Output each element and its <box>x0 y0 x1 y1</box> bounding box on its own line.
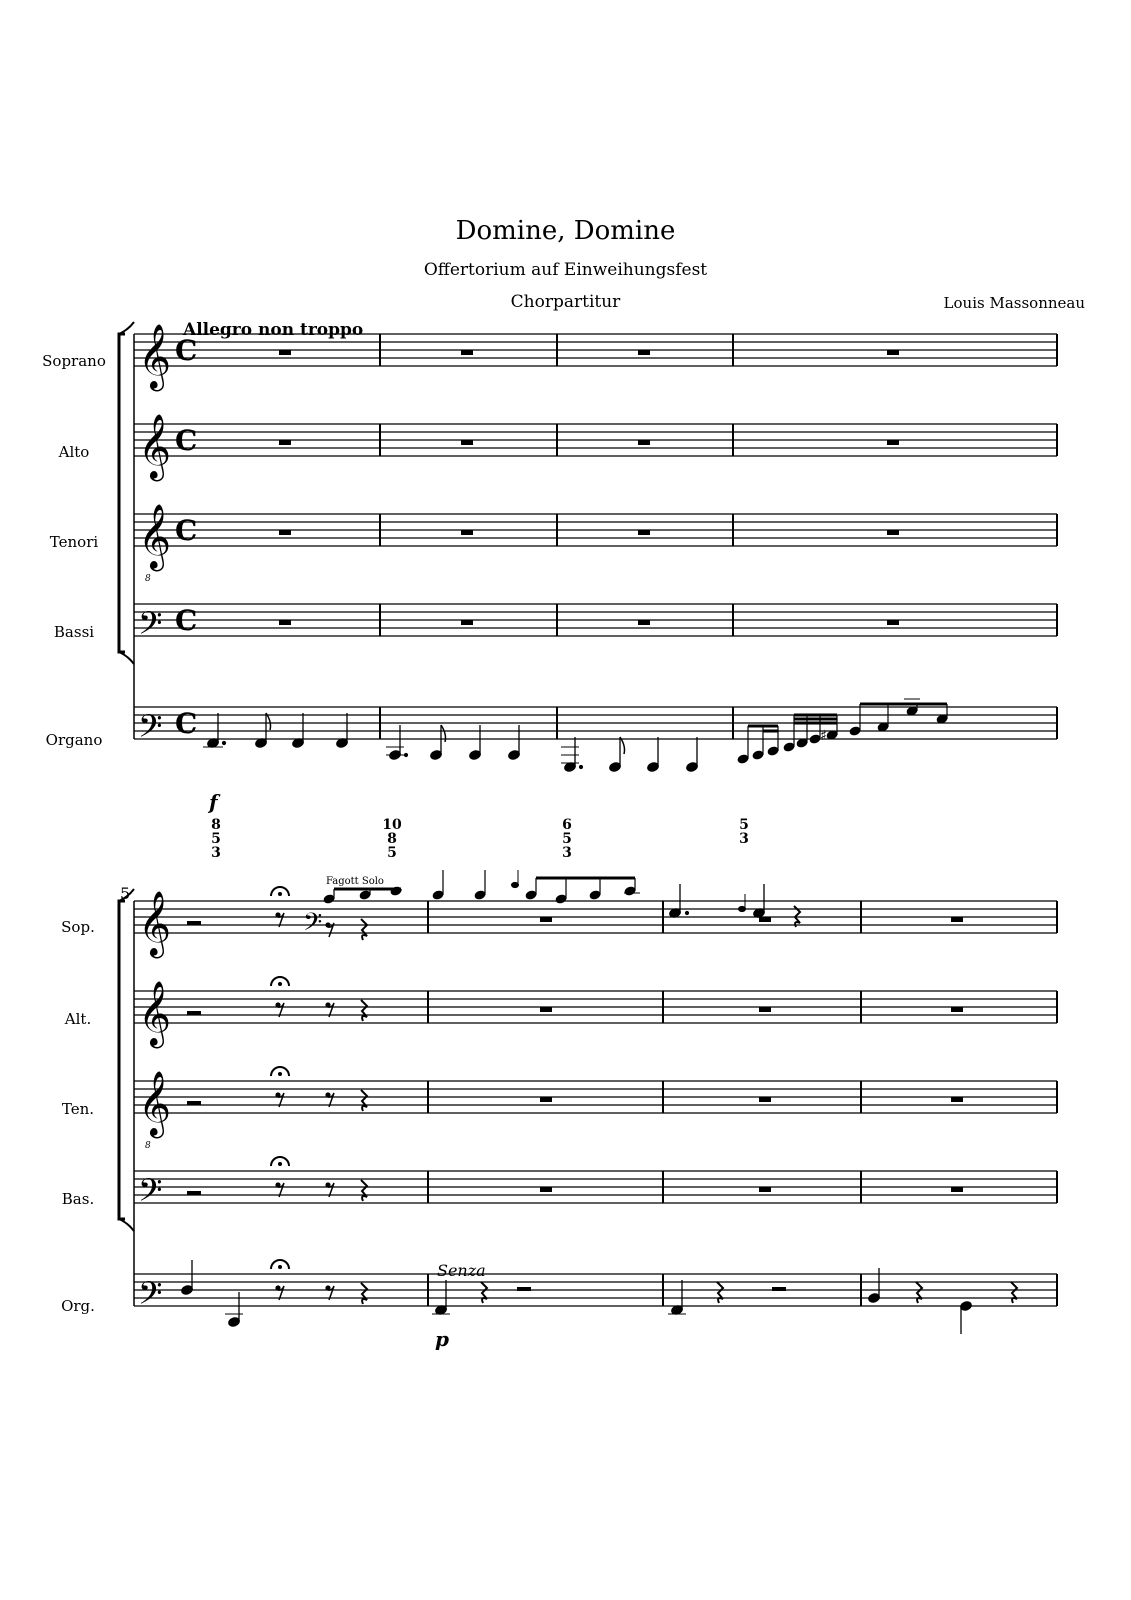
svg-text:C: C <box>175 334 198 367</box>
svg-text:𝄢: 𝄢 <box>303 908 323 943</box>
measure-number: 5 <box>120 884 131 903</box>
time-signature <box>175 334 197 740</box>
svg-text:8: 8 <box>145 1141 151 1151</box>
svg-text:C: C <box>175 424 198 457</box>
svg-text:C: C <box>175 604 198 637</box>
piece-title: Domine, Domine <box>455 216 676 246</box>
staff-lines-system-1 <box>134 334 1057 739</box>
svg-text:C: C <box>175 707 198 740</box>
label-org: Org. <box>61 1297 95 1315</box>
tempo-marking: Allegro non troppo <box>183 320 364 340</box>
treble-clef-icon: 𝄞 <box>138 1071 172 1136</box>
svg-text:♯: ♯ <box>820 728 827 744</box>
label-alto: Alto <box>58 443 90 461</box>
label-sop: Sop. <box>61 918 95 936</box>
organ-notes-system-1 <box>203 699 948 773</box>
treble-clef-icon: 𝄞 <box>138 981 172 1046</box>
bass-clef-icon: 𝄢 <box>138 605 163 649</box>
figured-bass-2: 10 8 5 <box>382 817 402 861</box>
label-alt: Alt. <box>64 1010 92 1028</box>
dynamic-forte: f <box>209 790 218 814</box>
treble-clef-icon: 𝄞 <box>138 414 172 479</box>
dynamic-piano: p <box>435 1327 449 1351</box>
treble-clef-icon: 𝄞 <box>138 324 172 389</box>
figured-bass-3: 6 5 3 <box>562 817 572 861</box>
treble-clef-icon: 𝄞 <box>138 891 172 956</box>
system-1 <box>119 322 1057 773</box>
organ-notes-system-2 <box>180 1260 972 1334</box>
fagott-solo-text: Fagott Solo <box>326 876 384 887</box>
senza-text: Senza <box>437 1261 486 1280</box>
label-ten: Ten. <box>61 1100 95 1118</box>
treble-clef-icon: 𝄞 <box>138 504 172 569</box>
label-tenori: Tenori <box>49 533 99 551</box>
staff-lines-system-2 <box>134 901 1057 1306</box>
composer-name: Louis Massonneau <box>943 294 1085 312</box>
figured-bass-1: 8 5 3 <box>211 817 221 861</box>
rests-measure-5 <box>187 887 367 1304</box>
svg-text:C: C <box>175 514 198 547</box>
label-bassi: Bassi <box>53 623 95 641</box>
figured-bass-4: 5 3 <box>739 817 749 847</box>
label-organo: Organo <box>45 731 103 749</box>
bass-clef-icon: 𝄢 <box>138 708 163 752</box>
piece-subsubtitle: Chorpartitur <box>510 292 621 312</box>
svg-text:8: 8 <box>145 574 151 584</box>
label-bas: Bas. <box>61 1190 95 1208</box>
label-soprano: Soprano <box>42 352 106 370</box>
bass-clef-icon: 𝄢 <box>138 1275 163 1319</box>
system-2 <box>119 870 1057 1334</box>
bass-clef-icon: 𝄢 <box>138 1172 163 1216</box>
whole-rests-system-1 <box>279 350 899 625</box>
piece-subtitle: Offertorium auf Einweihungsfest <box>423 260 708 280</box>
